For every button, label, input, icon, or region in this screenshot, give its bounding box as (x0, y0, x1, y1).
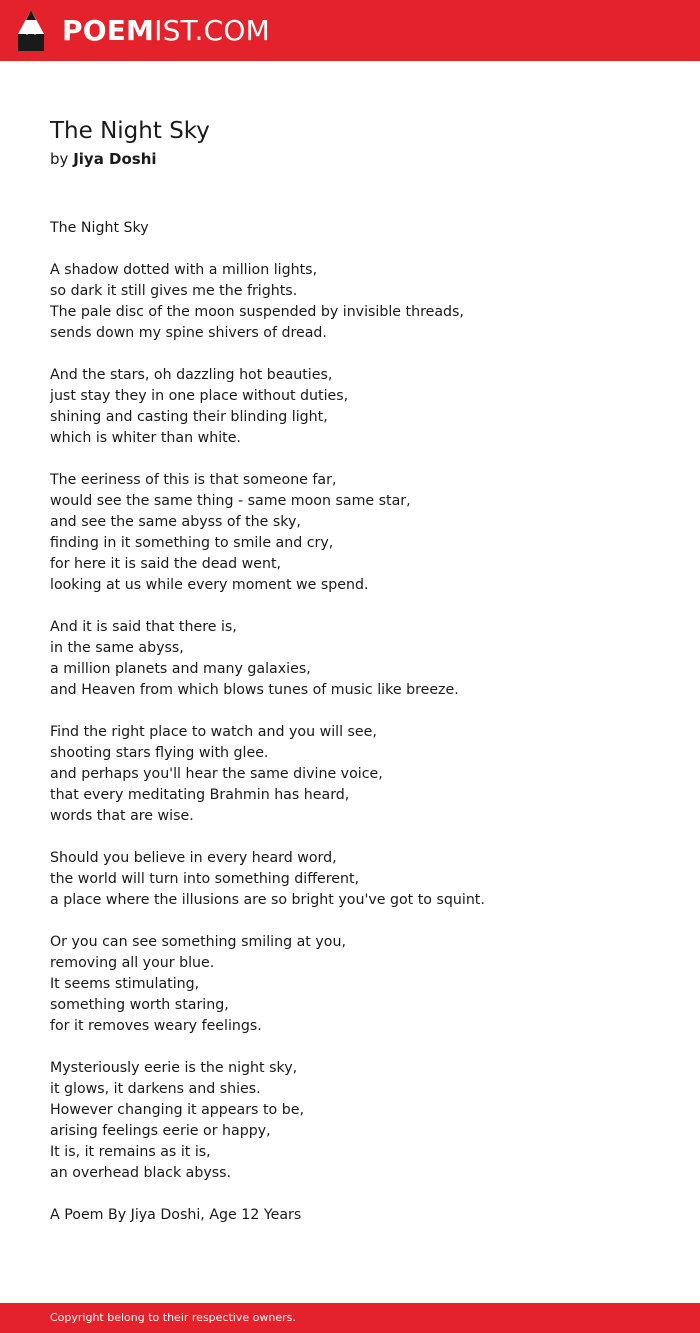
poem-line: finding in it something to smile and cry, (50, 535, 334, 551)
stanza (50, 617, 670, 701)
stanza-gap (50, 596, 670, 617)
poem-line: it glows, it darkens and shies. (50, 1081, 261, 1097)
poem-line: removing all your blue. (50, 955, 215, 971)
poem-line: for it removes weary feelings. (50, 1018, 262, 1034)
poem-line: would see the same thing - same moon same star, (50, 493, 411, 509)
stanza (50, 932, 670, 1037)
stanza (50, 722, 670, 827)
poem-line: sends down my spine shivers of dread. (50, 325, 327, 341)
poem-line: Or you can see something smiling at you, (50, 934, 346, 950)
stanza (50, 218, 670, 239)
poem-line: a place where the illusions are so bright you've got to squint. (50, 892, 485, 908)
poem-line: The pale disc of the moon suspended by invisible threads, (50, 304, 464, 320)
pencil-tip-icon[interactable] (18, 10, 44, 51)
poem-line: shining and casting their blinding light, (50, 409, 328, 425)
poem-line: A shadow dotted with a million lights, (50, 262, 318, 278)
stanza-gap (50, 449, 670, 470)
poem-line: However changing it appears to be, (50, 1102, 304, 1118)
poem-line: and Heaven from which blows tunes of music like breeze. (50, 682, 459, 698)
stanza-gap (50, 1037, 670, 1058)
poem-line: It seems stimulating, (50, 976, 200, 992)
author-name[interactable]: Jiya Doshi (73, 150, 157, 168)
stanza (50, 470, 670, 596)
stanza-gap (50, 1184, 670, 1205)
copyright-text: Copyright belong to their respective owners. (50, 1311, 296, 1324)
poem-line: words that are wise. (50, 808, 194, 824)
poem-line: Mysteriously eerie is the night sky, (50, 1060, 298, 1076)
byline-prefix: by (50, 150, 69, 168)
brand-light: IST.COM (154, 14, 270, 47)
poem-line: arising feelings eerie or happy, (50, 1123, 271, 1139)
poem-line: Should you believe in every heard word, (50, 850, 337, 866)
poem-line: looking at us while every moment we spend. (50, 577, 369, 593)
stanza-gap (50, 344, 670, 365)
poem-line: shooting stars flying with glee. (50, 745, 269, 761)
poem-title: The Night Sky (50, 118, 210, 144)
stanza-gap (50, 701, 670, 722)
poem-line: the world will turn into something different, (50, 871, 360, 887)
stanza (50, 1205, 670, 1226)
site-footer (0, 1303, 700, 1333)
poem-line: something worth staring, (50, 997, 229, 1013)
poem-line: which is whiter than white. (50, 430, 241, 446)
byline (50, 148, 157, 170)
poem-line: and see the same abyss of the sky, (50, 514, 301, 530)
poem-line: in the same abyss, (50, 640, 184, 656)
stanza-gap (50, 239, 670, 260)
poem-line: Find the right place to watch and you will see, (50, 724, 377, 740)
poem-line: It is, it remains as it is, (50, 1144, 211, 1160)
poem-line: And it is said that there is, (50, 619, 237, 635)
stanza (50, 365, 670, 449)
stanza (50, 1058, 670, 1184)
poem-line: so dark it still gives me the frights. (50, 283, 298, 299)
poem-line: for here it is said the dead went, (50, 556, 282, 572)
poem-line: that every meditating Brahmin has heard, (50, 787, 350, 803)
poem-line: The eeriness of this is that someone far, (50, 472, 337, 488)
site-header (0, 0, 700, 61)
poem-line: and perhaps you'll hear the same divine voice, (50, 766, 383, 782)
poem-body (50, 218, 670, 1226)
stanza-gap (50, 827, 670, 848)
poem-line: And the stars, oh dazzling hot beauties, (50, 367, 333, 383)
poem-line: a million planets and many galaxies, (50, 661, 311, 677)
stanza (50, 848, 670, 911)
poem-line: just stay they in one place without duties, (50, 388, 349, 404)
poem-line: an overhead black abyss. (50, 1165, 232, 1181)
brand-strong: POEM (62, 14, 155, 47)
stanza (50, 260, 670, 344)
poem-line: The Night Sky (50, 220, 149, 236)
poem-line: A Poem By Jiya Doshi, Age 12 Years (50, 1207, 302, 1223)
stanza-gap (50, 911, 670, 932)
site-logo-text[interactable] (62, 13, 270, 49)
